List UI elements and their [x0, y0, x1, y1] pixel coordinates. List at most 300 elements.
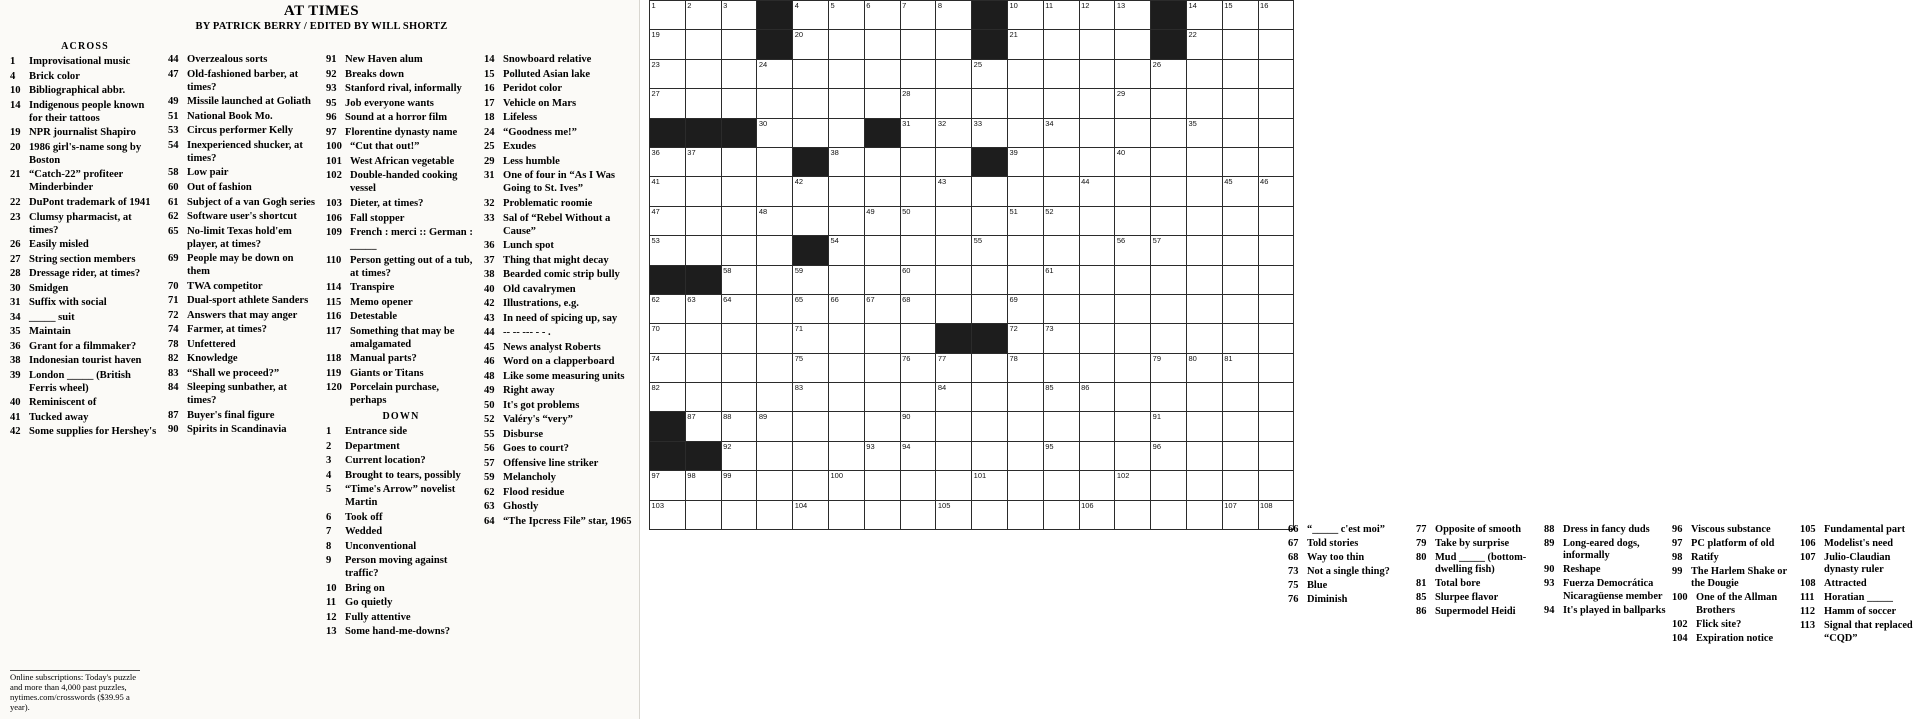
clue-item[interactable] [1672, 619, 1794, 631]
grid-cell[interactable] [1186, 324, 1222, 353]
grid-cell[interactable] [1043, 412, 1079, 441]
grid-cell[interactable] [721, 500, 757, 529]
grid-cell[interactable] [757, 236, 793, 265]
grid-cell[interactable] [1115, 118, 1151, 147]
grid-cell[interactable] [828, 206, 864, 235]
grid-cell[interactable] [721, 324, 757, 353]
grid-cell[interactable] [972, 236, 1008, 265]
grid-cell[interactable] [721, 294, 757, 323]
clue-item[interactable] [1416, 524, 1538, 536]
clue-item[interactable] [484, 515, 634, 528]
grid-cell[interactable] [1186, 383, 1222, 412]
grid-cell[interactable] [828, 265, 864, 294]
grid-cell[interactable] [828, 147, 864, 176]
crossword-grid[interactable] [649, 0, 1294, 530]
grid-cell[interactable] [685, 471, 721, 500]
grid-cell[interactable] [1115, 383, 1151, 412]
grid-cell[interactable] [936, 59, 972, 88]
grid-cell[interactable] [1186, 89, 1222, 118]
grid-cell[interactable] [972, 383, 1008, 412]
clue-item[interactable] [484, 312, 634, 325]
grid-cell[interactable] [1115, 412, 1151, 441]
grid-cell[interactable] [864, 471, 900, 500]
clue-item[interactable] [484, 283, 634, 296]
grid-cell[interactable] [757, 353, 793, 382]
clue-item[interactable] [1416, 606, 1538, 618]
clue-item[interactable] [10, 311, 160, 324]
grid-cell[interactable] [757, 294, 793, 323]
grid-cell[interactable] [685, 353, 721, 382]
grid-cell[interactable] [650, 294, 686, 323]
grid-cell[interactable] [1079, 265, 1115, 294]
grid-cell[interactable] [1222, 118, 1258, 147]
clue-item[interactable] [1416, 538, 1538, 550]
grid-cell[interactable] [1222, 441, 1258, 470]
grid-cell[interactable] [828, 1, 864, 30]
clue-item[interactable] [1416, 592, 1538, 604]
grid-cell[interactable] [900, 89, 936, 118]
grid-cell[interactable] [1222, 471, 1258, 500]
grid-cell[interactable] [1258, 441, 1294, 470]
grid-cell[interactable] [1186, 412, 1222, 441]
grid-cell[interactable] [721, 147, 757, 176]
grid-cell[interactable] [864, 236, 900, 265]
clue-item[interactable] [484, 471, 634, 484]
clue-item[interactable] [168, 68, 318, 94]
grid-cell[interactable] [900, 147, 936, 176]
grid-cell[interactable] [1007, 206, 1043, 235]
grid-cell[interactable] [936, 471, 972, 500]
grid-cell[interactable] [864, 177, 900, 206]
clue-item[interactable] [168, 181, 318, 194]
grid-cell[interactable] [1258, 353, 1294, 382]
clue-item[interactable] [168, 196, 318, 209]
grid-cell[interactable] [1151, 324, 1187, 353]
grid-cell[interactable] [972, 59, 1008, 88]
grid-cell[interactable] [793, 30, 829, 59]
grid-cell[interactable] [1222, 294, 1258, 323]
grid-cell[interactable] [685, 89, 721, 118]
grid-cell[interactable] [721, 30, 757, 59]
grid-cell[interactable] [972, 353, 1008, 382]
grid-cell[interactable] [1007, 89, 1043, 118]
grid-cell[interactable] [1258, 324, 1294, 353]
grid-cell[interactable] [1079, 353, 1115, 382]
grid-cell[interactable] [1007, 118, 1043, 147]
grid-cell[interactable] [1151, 353, 1187, 382]
grid-cell[interactable] [1258, 294, 1294, 323]
clue-item[interactable] [326, 525, 476, 538]
clue-item[interactable] [326, 140, 476, 153]
grid-cell[interactable] [1007, 294, 1043, 323]
grid-cell[interactable] [1043, 59, 1079, 88]
grid-cell[interactable] [1222, 206, 1258, 235]
grid-cell[interactable] [650, 89, 686, 118]
grid-cell[interactable] [685, 294, 721, 323]
grid-cell[interactable] [757, 147, 793, 176]
grid-cell[interactable] [828, 441, 864, 470]
grid-cell[interactable] [1007, 353, 1043, 382]
clue-item[interactable] [168, 210, 318, 223]
grid-cell[interactable] [1079, 59, 1115, 88]
grid-cell[interactable] [1258, 177, 1294, 206]
clue-item[interactable] [484, 428, 634, 441]
grid-cell[interactable] [1115, 206, 1151, 235]
grid-cell[interactable] [721, 265, 757, 294]
grid-cell[interactable] [757, 383, 793, 412]
grid-cell[interactable] [721, 441, 757, 470]
clue-item[interactable] [326, 440, 476, 453]
grid-cell[interactable] [1079, 324, 1115, 353]
clue-item[interactable] [326, 197, 476, 210]
grid-cell[interactable] [864, 353, 900, 382]
grid-cell[interactable] [757, 412, 793, 441]
grid-cell[interactable] [793, 471, 829, 500]
clue-item[interactable] [10, 411, 160, 424]
grid-cell[interactable] [936, 412, 972, 441]
grid-cell[interactable] [757, 177, 793, 206]
grid-cell[interactable] [793, 353, 829, 382]
grid-cell[interactable] [1043, 353, 1079, 382]
grid-cell[interactable] [1079, 1, 1115, 30]
grid-cell[interactable] [936, 441, 972, 470]
clue-item[interactable] [1544, 578, 1666, 603]
grid-cell[interactable] [864, 412, 900, 441]
grid-cell[interactable] [793, 1, 829, 30]
grid-cell[interactable] [864, 441, 900, 470]
grid-cell[interactable] [793, 324, 829, 353]
clue-item[interactable] [326, 169, 476, 195]
grid-cell[interactable] [972, 294, 1008, 323]
grid-cell[interactable] [650, 147, 686, 176]
grid-cell[interactable] [1222, 147, 1258, 176]
clue-item[interactable] [326, 212, 476, 225]
grid-cell[interactable] [1115, 294, 1151, 323]
clue-item[interactable] [484, 413, 634, 426]
clue-item[interactable] [1672, 592, 1794, 617]
clue-item[interactable] [1800, 578, 1922, 590]
clue-item[interactable] [326, 511, 476, 524]
grid-cell[interactable] [1186, 1, 1222, 30]
grid-cell[interactable] [721, 236, 757, 265]
grid-cell[interactable] [864, 206, 900, 235]
clue-item[interactable] [326, 582, 476, 595]
grid-cell[interactable] [1115, 1, 1151, 30]
crossword-grid-wrapper[interactable] [649, 0, 1276, 512]
grid-cell[interactable] [1043, 89, 1079, 118]
grid-cell[interactable] [685, 1, 721, 30]
clue-item[interactable] [326, 155, 476, 168]
clue-item[interactable] [1288, 524, 1410, 536]
grid-cell[interactable] [685, 177, 721, 206]
clue-item[interactable] [484, 254, 634, 267]
clue-item[interactable] [484, 486, 634, 499]
grid-cell[interactable] [757, 265, 793, 294]
grid-cell[interactable] [1186, 353, 1222, 382]
grid-cell[interactable] [936, 383, 972, 412]
grid-cell[interactable] [1186, 471, 1222, 500]
grid-cell[interactable] [972, 177, 1008, 206]
grid-cell[interactable] [1079, 236, 1115, 265]
grid-cell[interactable] [1151, 177, 1187, 206]
grid-cell[interactable] [1151, 89, 1187, 118]
clue-item[interactable] [1800, 620, 1922, 645]
clue-item[interactable] [484, 155, 634, 168]
grid-cell[interactable] [1079, 383, 1115, 412]
grid-cell[interactable] [721, 412, 757, 441]
clue-item[interactable] [1800, 592, 1922, 604]
clue-item[interactable] [1544, 538, 1666, 563]
grid-cell[interactable] [936, 294, 972, 323]
clue-item[interactable] [168, 381, 318, 407]
grid-cell[interactable] [650, 30, 686, 59]
grid-cell[interactable] [1007, 59, 1043, 88]
clue-item[interactable] [168, 110, 318, 123]
clue-item[interactable] [326, 68, 476, 81]
grid-cell[interactable] [864, 59, 900, 88]
grid-cell[interactable] [1115, 353, 1151, 382]
clue-item[interactable] [1800, 538, 1922, 550]
grid-cell[interactable] [1151, 412, 1187, 441]
grid-cell[interactable] [828, 471, 864, 500]
grid-cell[interactable] [828, 500, 864, 529]
grid-cell[interactable] [1115, 324, 1151, 353]
grid-cell[interactable] [685, 412, 721, 441]
clue-item[interactable] [484, 126, 634, 139]
clue-item[interactable] [10, 396, 160, 409]
clue-item[interactable] [484, 68, 634, 81]
clue-item[interactable] [484, 140, 634, 153]
grid-cell[interactable] [1258, 236, 1294, 265]
grid-cell[interactable] [1151, 265, 1187, 294]
grid-cell[interactable] [936, 353, 972, 382]
grid-cell[interactable] [900, 30, 936, 59]
clue-item[interactable] [484, 341, 634, 354]
clue-item[interactable] [484, 169, 634, 195]
grid-cell[interactable] [1186, 30, 1222, 59]
clue-item[interactable] [1672, 552, 1794, 564]
clue-item[interactable] [10, 196, 160, 209]
grid-cell[interactable] [828, 236, 864, 265]
clue-item[interactable] [326, 82, 476, 95]
grid-cell[interactable] [1222, 59, 1258, 88]
grid-cell[interactable] [1151, 236, 1187, 265]
grid-cell[interactable] [1151, 206, 1187, 235]
clue-item[interactable] [168, 95, 318, 108]
grid-cell[interactable] [1079, 30, 1115, 59]
clue-item[interactable] [484, 212, 634, 238]
grid-cell[interactable] [685, 324, 721, 353]
grid-cell[interactable] [685, 383, 721, 412]
grid-cell[interactable] [900, 412, 936, 441]
grid-cell[interactable] [828, 353, 864, 382]
grid-cell[interactable] [864, 89, 900, 118]
grid-cell[interactable] [685, 500, 721, 529]
clue-item[interactable] [10, 70, 160, 83]
grid-cell[interactable] [864, 294, 900, 323]
grid-cell[interactable] [828, 177, 864, 206]
grid-cell[interactable] [1222, 265, 1258, 294]
clue-item[interactable] [168, 309, 318, 322]
clue-item[interactable] [1544, 524, 1666, 536]
clue-item[interactable] [326, 596, 476, 609]
grid-cell[interactable] [650, 206, 686, 235]
grid-cell[interactable] [936, 1, 972, 30]
grid-cell[interactable] [864, 147, 900, 176]
grid-cell[interactable] [1151, 147, 1187, 176]
grid-cell[interactable] [793, 383, 829, 412]
clue-item[interactable] [326, 97, 476, 110]
clue-item[interactable] [1288, 566, 1410, 578]
clue-item[interactable] [10, 267, 160, 280]
clue-item[interactable] [1672, 538, 1794, 550]
grid-cell[interactable] [793, 59, 829, 88]
grid-cell[interactable] [793, 118, 829, 147]
grid-cell[interactable] [828, 383, 864, 412]
clue-item[interactable] [168, 225, 318, 251]
grid-cell[interactable] [650, 471, 686, 500]
clue-item[interactable] [326, 53, 476, 66]
grid-cell[interactable] [1079, 147, 1115, 176]
grid-cell[interactable] [1079, 294, 1115, 323]
grid-cell[interactable] [1115, 500, 1151, 529]
grid-cell[interactable] [721, 89, 757, 118]
grid-cell[interactable] [1079, 441, 1115, 470]
grid-cell[interactable] [1007, 471, 1043, 500]
clue-item[interactable] [326, 469, 476, 482]
grid-cell[interactable] [793, 412, 829, 441]
grid-cell[interactable] [721, 1, 757, 30]
clue-item[interactable] [10, 425, 160, 438]
clue-item[interactable] [10, 238, 160, 251]
grid-cell[interactable] [685, 206, 721, 235]
clue-item[interactable] [168, 409, 318, 422]
grid-cell[interactable] [1115, 147, 1151, 176]
grid-cell[interactable] [972, 471, 1008, 500]
grid-cell[interactable] [1043, 294, 1079, 323]
clue-item[interactable] [1544, 564, 1666, 576]
grid-cell[interactable] [864, 265, 900, 294]
grid-cell[interactable] [1079, 177, 1115, 206]
grid-cell[interactable] [828, 294, 864, 323]
grid-cell[interactable] [1258, 265, 1294, 294]
clue-item[interactable] [10, 253, 160, 266]
clue-item[interactable] [10, 211, 160, 237]
grid-cell[interactable] [828, 30, 864, 59]
clue-item[interactable] [484, 500, 634, 513]
clue-item[interactable] [10, 282, 160, 295]
clue-item[interactable] [326, 352, 476, 365]
grid-cell[interactable] [864, 324, 900, 353]
clue-item[interactable] [484, 355, 634, 368]
grid-cell[interactable] [972, 265, 1008, 294]
grid-cell[interactable] [650, 177, 686, 206]
grid-cell[interactable] [900, 118, 936, 147]
clue-item[interactable] [326, 367, 476, 380]
clue-item[interactable] [1416, 578, 1538, 590]
grid-cell[interactable] [1258, 471, 1294, 500]
grid-cell[interactable] [685, 236, 721, 265]
grid-cell[interactable] [900, 471, 936, 500]
clue-item[interactable] [10, 55, 160, 68]
grid-cell[interactable] [793, 265, 829, 294]
grid-cell[interactable] [1258, 30, 1294, 59]
clue-item[interactable] [484, 268, 634, 281]
grid-cell[interactable] [1007, 1, 1043, 30]
clue-item[interactable] [10, 340, 160, 353]
grid-cell[interactable] [900, 59, 936, 88]
grid-cell[interactable] [1258, 412, 1294, 441]
clue-item[interactable] [10, 354, 160, 367]
clue-item[interactable] [168, 124, 318, 137]
clue-item[interactable] [1288, 594, 1410, 606]
grid-cell[interactable] [1043, 118, 1079, 147]
clue-item[interactable] [168, 139, 318, 165]
grid-cell[interactable] [721, 471, 757, 500]
grid-cell[interactable] [1258, 147, 1294, 176]
grid-cell[interactable] [1151, 471, 1187, 500]
grid-cell[interactable] [793, 206, 829, 235]
grid-cell[interactable] [936, 177, 972, 206]
grid-cell[interactable] [1007, 147, 1043, 176]
grid-cell[interactable] [1186, 147, 1222, 176]
grid-cell[interactable] [757, 441, 793, 470]
clue-item[interactable] [326, 381, 476, 407]
grid-cell[interactable] [1151, 294, 1187, 323]
grid-cell[interactable] [1007, 500, 1043, 529]
clue-item[interactable] [326, 111, 476, 124]
grid-cell[interactable] [1043, 471, 1079, 500]
clue-item[interactable] [10, 325, 160, 338]
grid-cell[interactable] [1007, 383, 1043, 412]
clue-item[interactable] [484, 97, 634, 110]
grid-cell[interactable] [972, 89, 1008, 118]
grid-cell[interactable] [1151, 441, 1187, 470]
grid-cell[interactable] [1043, 383, 1079, 412]
grid-cell[interactable] [1115, 59, 1151, 88]
clue-item[interactable] [326, 325, 476, 351]
clue-item[interactable] [1288, 538, 1410, 550]
grid-cell[interactable] [1186, 177, 1222, 206]
grid-cell[interactable] [1043, 265, 1079, 294]
grid-cell[interactable] [1115, 471, 1151, 500]
grid-cell[interactable] [793, 500, 829, 529]
clue-item[interactable] [326, 226, 476, 252]
clue-item[interactable] [484, 82, 634, 95]
grid-cell[interactable] [650, 324, 686, 353]
clue-item[interactable] [168, 367, 318, 380]
clue-item[interactable] [326, 254, 476, 280]
grid-cell[interactable] [972, 118, 1008, 147]
clue-item[interactable] [1800, 606, 1922, 618]
grid-cell[interactable] [1007, 265, 1043, 294]
grid-cell[interactable] [1186, 500, 1222, 529]
grid-cell[interactable] [1079, 471, 1115, 500]
clue-item[interactable] [1416, 552, 1538, 577]
grid-cell[interactable] [1007, 412, 1043, 441]
grid-cell[interactable] [721, 206, 757, 235]
grid-cell[interactable] [900, 441, 936, 470]
grid-cell[interactable] [1258, 1, 1294, 30]
grid-cell[interactable] [1222, 30, 1258, 59]
grid-cell[interactable] [1258, 118, 1294, 147]
clue-item[interactable] [1672, 524, 1794, 536]
clue-item[interactable] [168, 423, 318, 436]
grid-cell[interactable] [757, 59, 793, 88]
grid-cell[interactable] [757, 89, 793, 118]
clue-item[interactable] [1288, 580, 1410, 592]
grid-cell[interactable] [1186, 265, 1222, 294]
